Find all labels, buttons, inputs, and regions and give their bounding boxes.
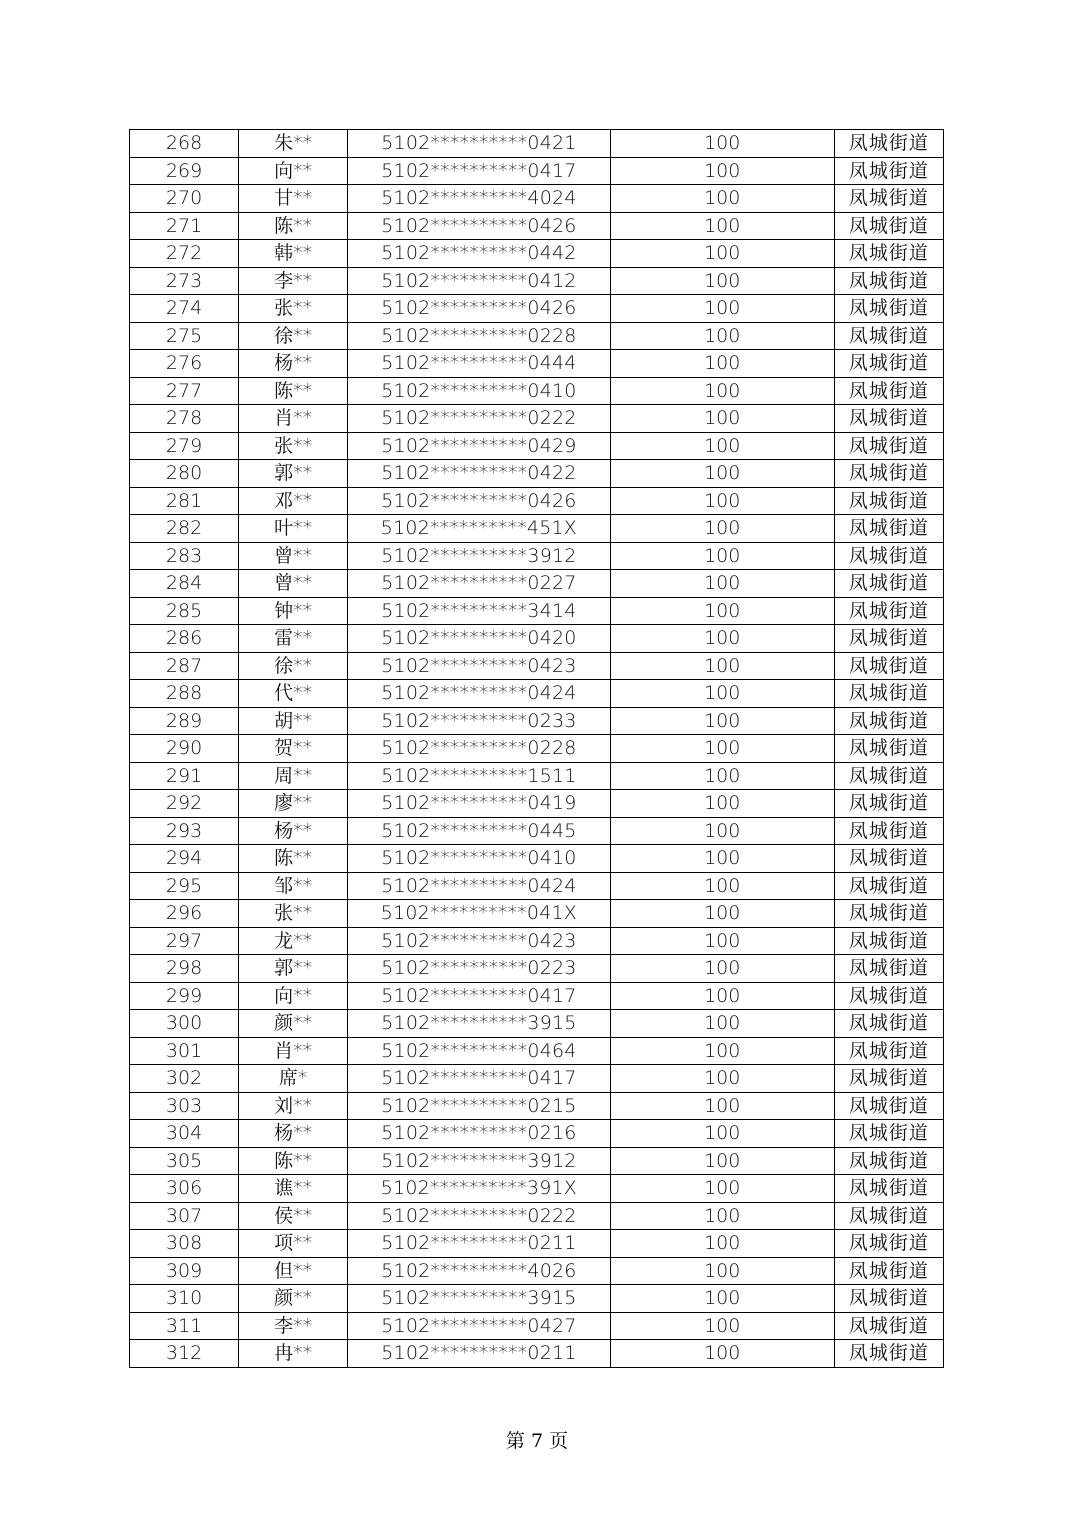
id-number-cell: 5102**********0215 (348, 1092, 610, 1120)
amount-cell: 100 (610, 817, 834, 845)
table-row (130, 955, 944, 983)
name-cell: 叶** (239, 515, 348, 543)
name-cell: 侯** (239, 1202, 348, 1230)
table-row (130, 1120, 944, 1148)
table-row (130, 1010, 944, 1038)
id-number-cell: 5102**********3912 (348, 542, 610, 570)
area-cell: 凤城街道 (834, 707, 943, 735)
table-row (130, 1340, 944, 1368)
table-row (130, 1257, 944, 1285)
area-cell: 凤城街道 (834, 542, 943, 570)
table-row (130, 652, 944, 680)
id-number-cell: 5102**********0419 (348, 790, 610, 818)
name-cell: 项** (239, 1230, 348, 1258)
amount-cell: 100 (610, 625, 834, 653)
table-row (130, 405, 944, 433)
id-number-cell: 5102**********0423 (348, 652, 610, 680)
table-row (130, 1175, 944, 1203)
id-number-cell: 5102**********0421 (348, 130, 610, 158)
table-row (130, 212, 944, 240)
id-number-cell: 5102**********3915 (348, 1010, 610, 1038)
amount-cell: 100 (610, 212, 834, 240)
table-row (130, 707, 944, 735)
row-number-cell: 297 (130, 927, 239, 955)
row-number-cell: 282 (130, 515, 239, 543)
row-number-cell: 274 (130, 295, 239, 323)
id-number-cell: 5102**********0464 (348, 1037, 610, 1065)
name-cell: 张** (239, 295, 348, 323)
id-number-cell: 5102**********0424 (348, 872, 610, 900)
id-number-cell: 5102**********0233 (348, 707, 610, 735)
name-cell: 钟** (239, 597, 348, 625)
name-cell: 徐** (239, 652, 348, 680)
row-number-cell: 285 (130, 597, 239, 625)
id-number-cell: 5102**********0211 (348, 1230, 610, 1258)
table-row (130, 735, 944, 763)
row-number-cell: 310 (130, 1285, 239, 1313)
table-row (130, 460, 944, 488)
name-cell: 向** (239, 157, 348, 185)
amount-cell: 100 (610, 130, 834, 158)
table-row (130, 900, 944, 928)
table-row (130, 597, 944, 625)
row-number-cell: 287 (130, 652, 239, 680)
row-number-cell: 295 (130, 872, 239, 900)
amount-cell: 100 (610, 1202, 834, 1230)
area-cell: 凤城街道 (834, 625, 943, 653)
area-cell: 凤城街道 (834, 185, 943, 213)
amount-cell: 100 (610, 185, 834, 213)
name-cell: 肖** (239, 405, 348, 433)
area-cell: 凤城街道 (834, 817, 943, 845)
id-number-cell: 5102**********0412 (348, 267, 610, 295)
id-number-cell: 5102**********1511 (348, 762, 610, 790)
table-row (130, 1312, 944, 1340)
amount-cell: 100 (610, 487, 834, 515)
area-cell: 凤城街道 (834, 652, 943, 680)
area-cell: 凤城街道 (834, 1175, 943, 1203)
amount-cell: 100 (610, 1147, 834, 1175)
name-cell: 颜** (239, 1010, 348, 1038)
name-cell: 肖** (239, 1037, 348, 1065)
area-cell: 凤城街道 (834, 130, 943, 158)
name-cell: 张** (239, 432, 348, 460)
amount-cell: 100 (610, 542, 834, 570)
page-number: 第 7 页 (505, 1430, 569, 1452)
row-number-cell: 270 (130, 185, 239, 213)
table-row (130, 872, 944, 900)
area-cell: 凤城街道 (834, 955, 943, 983)
id-number-cell: 5102**********0417 (348, 1065, 610, 1093)
row-number-cell: 288 (130, 680, 239, 708)
name-cell: 李** (239, 1312, 348, 1340)
row-number-cell: 275 (130, 322, 239, 350)
name-cell: 曾** (239, 570, 348, 598)
area-cell: 凤城街道 (834, 1147, 943, 1175)
row-number-cell: 286 (130, 625, 239, 653)
amount-cell: 100 (610, 1340, 834, 1368)
name-cell: 胡** (239, 707, 348, 735)
amount-cell: 100 (610, 1230, 834, 1258)
table-row (130, 350, 944, 378)
id-number-cell: 5102**********0227 (348, 570, 610, 598)
row-number-cell: 292 (130, 790, 239, 818)
row-number-cell: 280 (130, 460, 239, 488)
area-cell: 凤城街道 (834, 322, 943, 350)
area-cell: 凤城街道 (834, 1285, 943, 1313)
amount-cell: 100 (610, 405, 834, 433)
row-number-cell: 283 (130, 542, 239, 570)
row-number-cell: 309 (130, 1257, 239, 1285)
table-row (130, 240, 944, 268)
id-number-cell: 5102**********0211 (348, 1340, 610, 1368)
row-number-cell: 290 (130, 735, 239, 763)
row-number-cell: 304 (130, 1120, 239, 1148)
amount-cell: 100 (610, 652, 834, 680)
area-cell: 凤城街道 (834, 872, 943, 900)
amount-cell: 100 (610, 570, 834, 598)
row-number-cell: 272 (130, 240, 239, 268)
row-number-cell: 305 (130, 1147, 239, 1175)
id-number-cell: 5102**********0427 (348, 1312, 610, 1340)
id-number-cell: 5102**********041X (348, 900, 610, 928)
amount-cell: 100 (610, 432, 834, 460)
table-row (130, 377, 944, 405)
id-number-cell: 5102**********0426 (348, 487, 610, 515)
table-row (130, 762, 944, 790)
area-cell: 凤城街道 (834, 350, 943, 378)
area-cell: 凤城街道 (834, 1065, 943, 1093)
id-number-cell: 5102**********0424 (348, 680, 610, 708)
row-number-cell: 298 (130, 955, 239, 983)
name-cell: 邓** (239, 487, 348, 515)
area-cell: 凤城街道 (834, 900, 943, 928)
area-cell: 凤城街道 (834, 790, 943, 818)
id-number-cell: 5102**********3912 (348, 1147, 610, 1175)
row-number-cell: 278 (130, 405, 239, 433)
row-number-cell: 271 (130, 212, 239, 240)
area-cell: 凤城街道 (834, 267, 943, 295)
id-number-cell: 5102**********0228 (348, 735, 610, 763)
amount-cell: 100 (610, 597, 834, 625)
table-row (130, 625, 944, 653)
area-cell: 凤城街道 (834, 515, 943, 543)
row-number-cell: 291 (130, 762, 239, 790)
area-cell: 凤城街道 (834, 570, 943, 598)
row-number-cell: 269 (130, 157, 239, 185)
name-cell: 贺** (239, 735, 348, 763)
row-number-cell: 299 (130, 982, 239, 1010)
table-row (130, 982, 944, 1010)
area-cell: 凤城街道 (834, 1092, 943, 1120)
name-cell: 龙** (239, 927, 348, 955)
area-cell: 凤城街道 (834, 762, 943, 790)
table-row (130, 515, 944, 543)
amount-cell: 100 (610, 872, 834, 900)
amount-cell: 100 (610, 927, 834, 955)
name-cell: 杨** (239, 1120, 348, 1148)
table-row (130, 1147, 944, 1175)
id-number-cell: 5102**********0417 (348, 157, 610, 185)
row-number-cell: 303 (130, 1092, 239, 1120)
row-number-cell: 308 (130, 1230, 239, 1258)
area-cell: 凤城街道 (834, 845, 943, 873)
amount-cell: 100 (610, 1010, 834, 1038)
name-cell: 向** (239, 982, 348, 1010)
table-row (130, 1285, 944, 1313)
area-cell: 凤城街道 (834, 157, 943, 185)
table-row (130, 295, 944, 323)
area-cell: 凤城街道 (834, 487, 943, 515)
name-cell: 雷** (239, 625, 348, 653)
amount-cell: 100 (610, 707, 834, 735)
row-number-cell: 289 (130, 707, 239, 735)
id-number-cell: 5102**********0423 (348, 927, 610, 955)
name-cell: 陈** (239, 212, 348, 240)
table-row (130, 845, 944, 873)
name-cell: 张** (239, 900, 348, 928)
area-cell: 凤城街道 (834, 240, 943, 268)
row-number-cell: 307 (130, 1202, 239, 1230)
name-cell: 陈** (239, 377, 348, 405)
amount-cell: 100 (610, 377, 834, 405)
id-number-cell: 5102**********0426 (348, 212, 610, 240)
name-cell: 颜** (239, 1285, 348, 1313)
area-cell: 凤城街道 (834, 460, 943, 488)
row-number-cell: 311 (130, 1312, 239, 1340)
row-number-cell: 293 (130, 817, 239, 845)
row-number-cell: 302 (130, 1065, 239, 1093)
id-number-cell: 5102**********0223 (348, 955, 610, 983)
name-cell: 朱** (239, 130, 348, 158)
area-cell: 凤城街道 (834, 1010, 943, 1038)
amount-cell: 100 (610, 900, 834, 928)
table-row (130, 790, 944, 818)
id-number-cell: 5102**********0410 (348, 845, 610, 873)
amount-cell: 100 (610, 157, 834, 185)
row-number-cell: 306 (130, 1175, 239, 1203)
amount-cell: 100 (610, 322, 834, 350)
amount-cell: 100 (610, 982, 834, 1010)
row-number-cell: 268 (130, 130, 239, 158)
table-row (130, 432, 944, 460)
amount-cell: 100 (610, 955, 834, 983)
name-cell: 杨** (239, 350, 348, 378)
area-cell: 凤城街道 (834, 597, 943, 625)
amount-cell: 100 (610, 680, 834, 708)
roster-table (129, 129, 944, 1368)
row-number-cell: 279 (130, 432, 239, 460)
area-cell: 凤城街道 (834, 1340, 943, 1368)
area-cell: 凤城街道 (834, 295, 943, 323)
id-number-cell: 5102**********0445 (348, 817, 610, 845)
amount-cell: 100 (610, 735, 834, 763)
id-number-cell: 5102**********0410 (348, 377, 610, 405)
table-row (130, 817, 944, 845)
amount-cell: 100 (610, 1257, 834, 1285)
name-cell: 韩** (239, 240, 348, 268)
area-cell: 凤城街道 (834, 680, 943, 708)
name-cell: 李** (239, 267, 348, 295)
roster-table-body (130, 130, 944, 1368)
row-number-cell: 273 (130, 267, 239, 295)
area-cell: 凤城街道 (834, 735, 943, 763)
row-number-cell: 276 (130, 350, 239, 378)
amount-cell: 100 (610, 1120, 834, 1148)
name-cell: 郭** (239, 955, 348, 983)
area-cell: 凤城街道 (834, 927, 943, 955)
table-row (130, 927, 944, 955)
table-row (130, 130, 944, 158)
id-number-cell: 5102**********4026 (348, 1257, 610, 1285)
area-cell: 凤城街道 (834, 377, 943, 405)
amount-cell: 100 (610, 295, 834, 323)
name-cell: 甘** (239, 185, 348, 213)
table-row (130, 267, 944, 295)
name-cell: 曾** (239, 542, 348, 570)
table-row (130, 157, 944, 185)
id-number-cell: 5102**********451X (348, 515, 610, 543)
area-cell: 凤城街道 (834, 1230, 943, 1258)
id-number-cell: 5102**********0222 (348, 405, 610, 433)
amount-cell: 100 (610, 1285, 834, 1313)
row-number-cell: 312 (130, 1340, 239, 1368)
name-cell: 代** (239, 680, 348, 708)
id-number-cell: 5102**********0444 (348, 350, 610, 378)
id-number-cell: 5102**********4024 (348, 185, 610, 213)
area-cell: 凤城街道 (834, 1312, 943, 1340)
amount-cell: 100 (610, 1037, 834, 1065)
name-cell: 陈** (239, 1147, 348, 1175)
area-cell: 凤城街道 (834, 405, 943, 433)
table-row (130, 1037, 944, 1065)
id-number-cell: 5102**********0420 (348, 625, 610, 653)
id-number-cell: 5102**********0429 (348, 432, 610, 460)
table-row (130, 1202, 944, 1230)
name-cell: 郭** (239, 460, 348, 488)
amount-cell: 100 (610, 460, 834, 488)
name-cell: 但** (239, 1257, 348, 1285)
area-cell: 凤城街道 (834, 1120, 943, 1148)
table-row (130, 680, 944, 708)
row-number-cell: 281 (130, 487, 239, 515)
amount-cell: 100 (610, 1312, 834, 1340)
table-row (130, 1065, 944, 1093)
table-row (130, 542, 944, 570)
name-cell: 杨** (239, 817, 348, 845)
area-cell: 凤城街道 (834, 1037, 943, 1065)
amount-cell: 100 (610, 762, 834, 790)
id-number-cell: 5102**********3915 (348, 1285, 610, 1313)
amount-cell: 100 (610, 1065, 834, 1093)
name-cell: 廖** (239, 790, 348, 818)
name-cell: 徐** (239, 322, 348, 350)
amount-cell: 100 (610, 240, 834, 268)
id-number-cell: 5102**********0426 (348, 295, 610, 323)
amount-cell: 100 (610, 515, 834, 543)
amount-cell: 100 (610, 790, 834, 818)
area-cell: 凤城街道 (834, 212, 943, 240)
table-row (130, 185, 944, 213)
id-number-cell: 5102**********391X (348, 1175, 610, 1203)
name-cell: 陈** (239, 845, 348, 873)
amount-cell: 100 (610, 845, 834, 873)
amount-cell: 100 (610, 350, 834, 378)
id-number-cell: 5102**********0422 (348, 460, 610, 488)
table-row (130, 570, 944, 598)
id-number-cell: 5102**********0222 (348, 1202, 610, 1230)
table-row (130, 1230, 944, 1258)
area-cell: 凤城街道 (834, 1202, 943, 1230)
area-cell: 凤城街道 (834, 432, 943, 460)
name-cell: 谯** (239, 1175, 348, 1203)
amount-cell: 100 (610, 1092, 834, 1120)
name-cell: 刘** (239, 1092, 348, 1120)
table-row (130, 487, 944, 515)
area-cell: 凤城街道 (834, 982, 943, 1010)
table-row (130, 1092, 944, 1120)
id-number-cell: 5102**********0417 (348, 982, 610, 1010)
row-number-cell: 296 (130, 900, 239, 928)
table-row (130, 322, 944, 350)
id-number-cell: 5102**********0216 (348, 1120, 610, 1148)
row-number-cell: 301 (130, 1037, 239, 1065)
id-number-cell: 5102**********0228 (348, 322, 610, 350)
id-number-cell: 5102**********0442 (348, 240, 610, 268)
row-number-cell: 277 (130, 377, 239, 405)
name-cell: 席* (239, 1065, 348, 1093)
area-cell: 凤城街道 (834, 1257, 943, 1285)
name-cell: 冉** (239, 1340, 348, 1368)
row-number-cell: 300 (130, 1010, 239, 1038)
row-number-cell: 294 (130, 845, 239, 873)
row-number-cell: 284 (130, 570, 239, 598)
id-number-cell: 5102**********3414 (348, 597, 610, 625)
name-cell: 邹** (239, 872, 348, 900)
amount-cell: 100 (610, 267, 834, 295)
amount-cell: 100 (610, 1175, 834, 1203)
name-cell: 周** (239, 762, 348, 790)
